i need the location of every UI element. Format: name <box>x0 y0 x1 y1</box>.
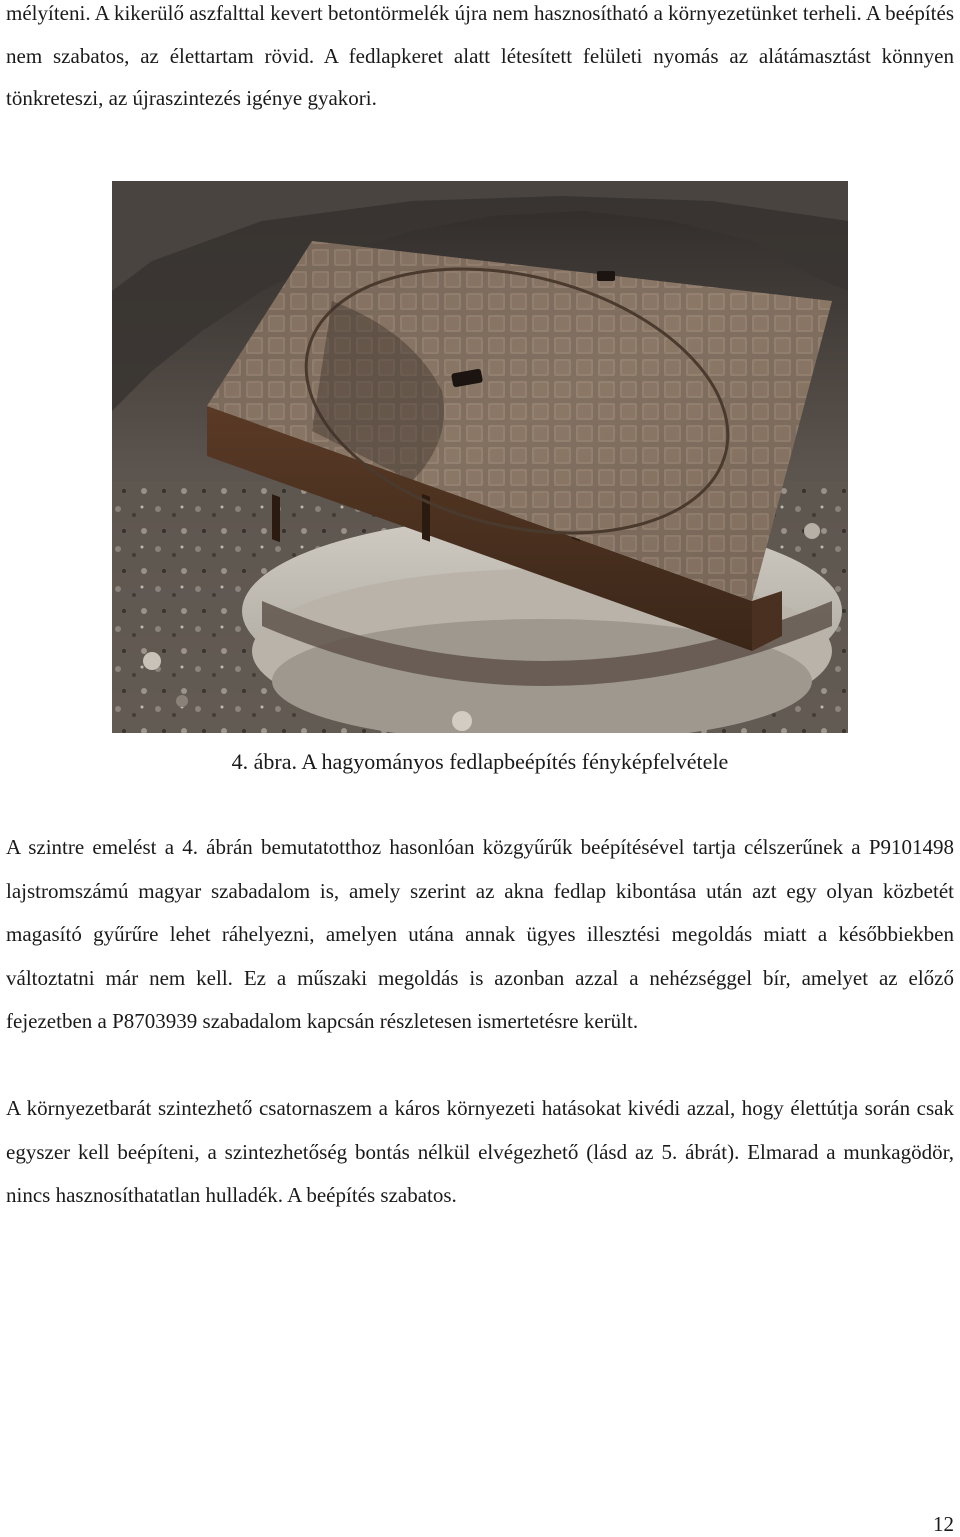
figure-caption: 4. ábra. A hagyományos fedlapbeépítés fényképfelvétele <box>231 749 729 774</box>
body-paragraph-1: A szintre emelést a 4. ábrán bemutatotthoz hasonlóan közgyűrűk beépítésével tartja célszerűnek a P9101498 lajstromszámú magyar szabadalom is, amely szerint az akna fedlap kibontása után azt egy olyan közbetét magasító gyűrűre lehet ráhelyezni, amelyen utána annak ügyes illesztési megoldás miatt a későbbiekben változtatni már nem kell. Ez a műszaki megoldás is azonban azzal a nehézséggel bír, amelyet az előző fejezetben a P8703939 szabadalom kapcsán részletesen ismertetésre került. <box>6 835 954 1034</box>
manhole-cover-photo <box>112 181 848 733</box>
top-paragraph: mélyíteni. A kikerülő aszfalttal kevert betontörmelék újra nem hasznosítható a környezetünket terheli. A beépítés nem szabatos, az élettartam rövid. A fedlapkeret alatt létesített felületi nyomás az alátámasztást könnyen tönkreteszi, az újraszintezés igénye gyakori. <box>6 1 954 110</box>
body-paragraph-2: A környezetbarát szintezhető csatornaszem a káros környezeti hatásokat kivédi azzal, hogy élettútja során csak egyszer kell beépíteni, a szintezhetőség bontás nélkül elvégezhető (lásd az 5. ábrát). Elmarad a munkagödör, nincs hasznosíthatatlan hulladék. A beépítés szabatos. <box>6 1096 954 1208</box>
page-number: 12 <box>933 1512 954 1536</box>
